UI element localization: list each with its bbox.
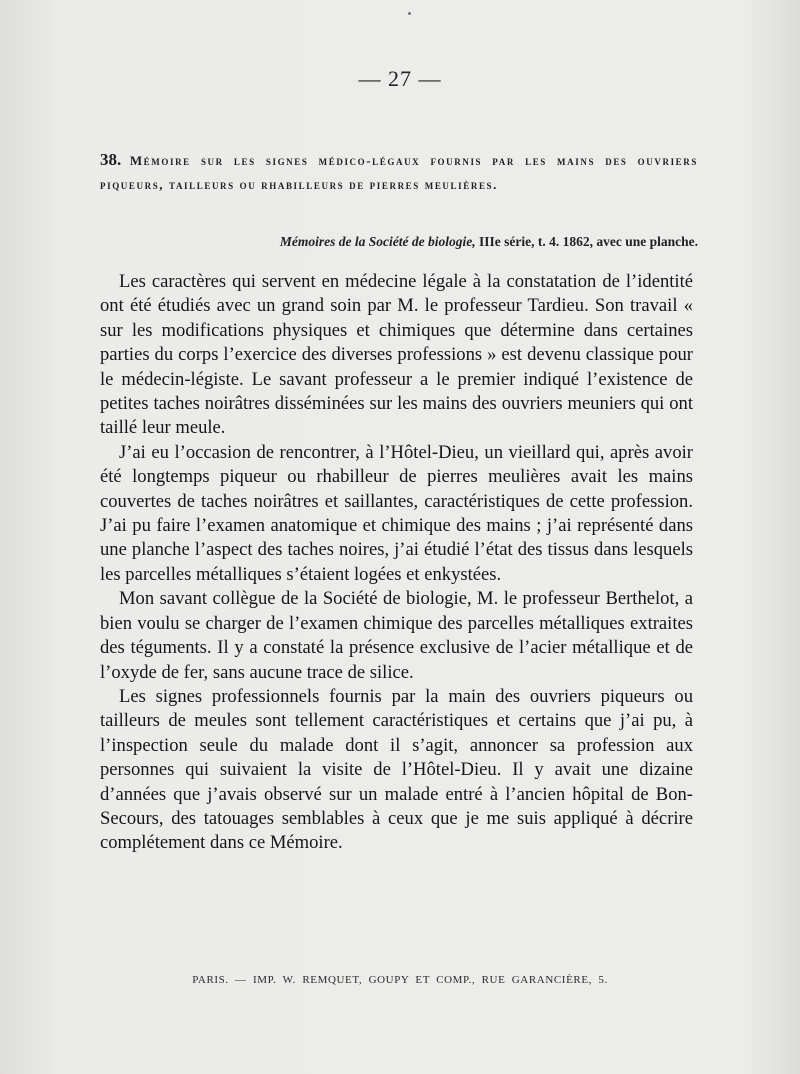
body-text <box>100 270 693 856</box>
entry-citation <box>100 234 698 250</box>
citation-details: IIIe série, t. 4. 1862, avec une planche. <box>475 234 698 249</box>
entry-number: 38. <box>100 150 122 169</box>
paper-speck <box>408 12 411 15</box>
page-number: — 27 — <box>358 66 442 91</box>
citation-source: Mémoires de la Société de biologie, <box>279 234 476 249</box>
paragraph: Les caractères qui servent en médecine légale à la constatation de l’identité ont été étudiés avec un grand soin par M. le professeur Tardieu. Son travail « sur les modifications physiques et chimiques que détermine dans certaines parties du corps l’exercice des diverses professions » est devenu classique pour le médecin-légiste. Le savant professeur a le premier indiqué l’existence de petites taches noirâtres disséminées sur les mains des ouvriers meuniers qui ont taillé leur meule. <box>100 271 693 439</box>
paragraph: J’ai eu l’occasion de rencontrer, à l’Hôtel-Dieu, un vieillard qui, après avoir été longtemps piqueur ou rhabilleur de pierres meulières avait les mains couvertes de taches noirâtres et saillantes, caractéristiques de cette profession. J’ai pu faire l’examen anatomique et chimique des mains ; j’ai représenté dans une planche l’aspect des taches noires, j’ai étudié l’état des tissus dans lesquels les parcelles métalliques s’étaient logées et enkystées. <box>100 441 693 585</box>
paragraph: Mon savant collègue de la Société de biologie, M. le professeur Berthelot, a bien voulu se charger de l’examen chimique des parcelles métalliques extraites des téguments. Il y a constaté la présence exclusive de l’acier métallique et de l’oxyde de fer, sans aucune trace de silice. <box>100 588 693 683</box>
printer-imprint: PARIS. — IMP. W. REMQUET, GOUPY ET COMP., RUE GARANCIÈRE, 5. <box>192 974 608 986</box>
entry-heading <box>100 148 698 197</box>
paragraph: Les signes professionnels fournis par la main des ouvriers piqueurs ou tailleurs de meules sont tellement caractéristiques et certains que j’ai pu, à l’inspection seule du malade dont il s’agit, annoncer sa profession aux personnes qui suivaient la visite de l’Hôtel-Dieu. Il y avait une dizaine d’années que j’avais observé sur un malade entré à l’ancien hôpital de Bon-Secours, des tatouages semblables à ceux que je me suis appliqué à décrire complétement dans ce Mémoire. <box>100 685 693 854</box>
entry-title: Mémoire sur les signes médico-légaux fournis par les mains des ouvriers piqueurs, tailleurs ou rhabilleurs de pierres meulières. <box>100 153 698 192</box>
